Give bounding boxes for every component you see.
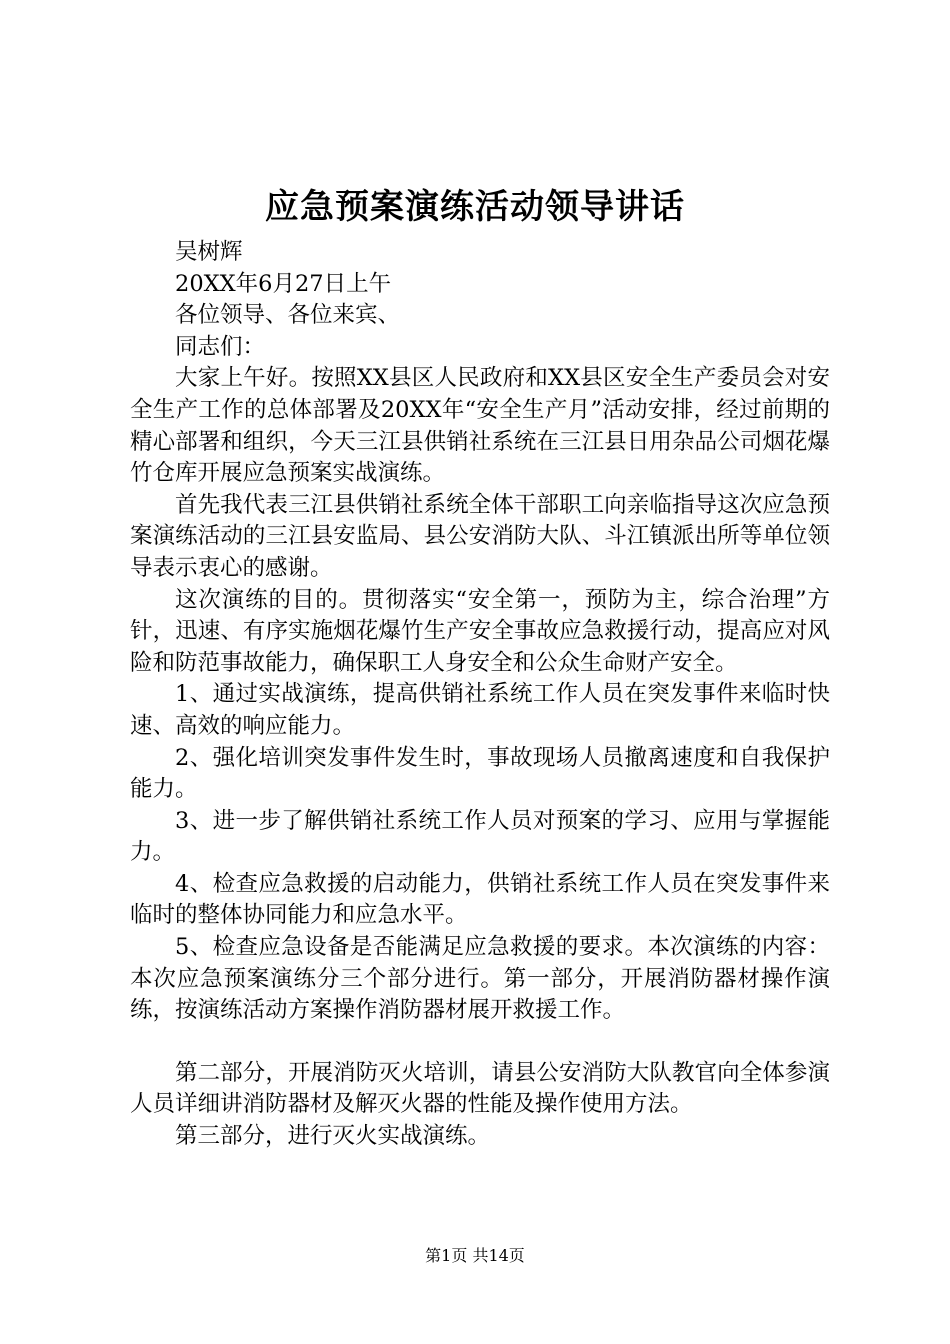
list-item-5: 5、检查应急设备是否能满足应急救援的要求。本次演练的内容：本次应急预案演练分三个部分进行。第一部分，开展消防器材操作演练，按演练活动方案操作消防器材展开救援工作。 (130, 934, 830, 1024)
author-line: 吴树辉 (175, 239, 243, 265)
list-item-2: 2、强化培训突发事件发生时，事故现场人员撤离速度和自我保护能力。 (130, 744, 830, 803)
list-item-4: 4、检查应急救援的启动能力，供销社系统工作人员在突发事件来临时的整体协同能力和应急水平。 (130, 870, 830, 929)
paragraph-part-two: 第二部分，开展消防灭火培训，请县公安消防大队教官向全体参演人员详细讲消防器材及解灭火器的性能及操作使用方法。 (130, 1059, 830, 1118)
document-body (130, 237, 830, 1153)
page-footer: 第1页 共14页 (425, 1246, 525, 1265)
document-title: 应急预案演练活动领导讲话 (265, 187, 685, 227)
salutation-line-2: 同志们： (175, 333, 266, 360)
list-item-1: 1、通过实战演练，提高供销社系统工作人员在突发事件来临时快速、高效的响应能力。 (130, 681, 830, 739)
date-line: 20XX年6月27日上午 (175, 270, 392, 297)
paragraph-purpose: 这次演练的目的。贯彻落实“安全第一，预防为主，综合治理”方针，迅速、有序实施烟花爆竹生产安全事故应急救援行动，提高应对风险和防范事故能力，确保职工人身安全和公众生命财产安全。 (130, 586, 830, 676)
salutation-line-1: 各位领导、各位来宾、 (175, 302, 401, 329)
paragraph-thanks: 首先我代表三江县供销社系统全体干部职工向亲临指导这次应急预案演练活动的三江县安监局、县公安消防大队、斗江镇派出所等单位领导表示衷心的感谢。 (130, 491, 830, 581)
paragraph-greeting: 大家上午好。按照XX县区人民政府和XX县区安全生产委员会对安全生产工作的总体部署及20XX年“安全生产月”活动安排，经过前期的精心部署和组织，今天三江县供销社系统在三江县日用杂品公司烟花爆竹仓库开展应急预案实战演练。 (130, 365, 830, 487)
list-item-3: 3、进一步了解供销社系统工作人员对预案的学习、应用与掌握能力。 (130, 807, 830, 866)
paragraph-part-three: 第三部分，进行灭火实战演练。 (175, 1123, 491, 1150)
